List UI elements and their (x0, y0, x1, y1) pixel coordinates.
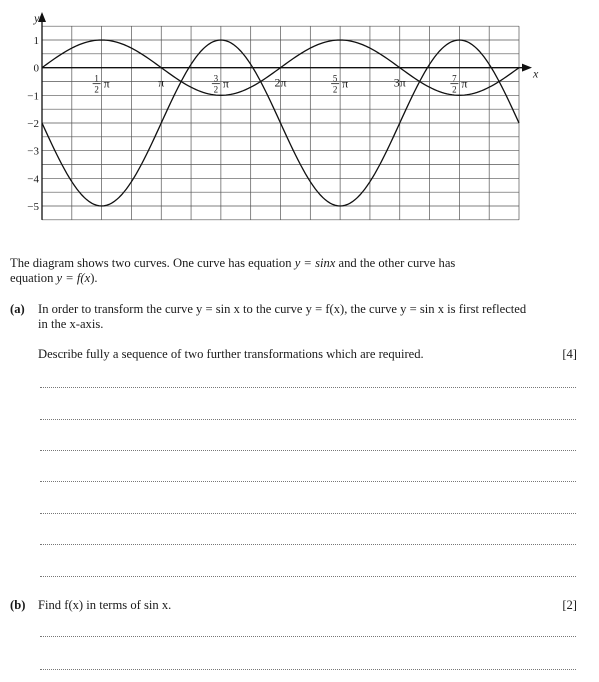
y-tick-label: −1 (27, 90, 39, 103)
x-tick-label-numerator: 5 (332, 73, 338, 84)
y-tick-label: 1 (33, 35, 39, 47)
y-tick-label: 0 (33, 62, 39, 75)
answer-line[interactable] (40, 669, 576, 670)
answer-line[interactable] (40, 544, 576, 545)
x-tick-label: 3π (393, 75, 406, 90)
part-b-label: (b) (10, 598, 26, 612)
y-tick-label: −3 (27, 145, 39, 158)
answer-line[interactable] (40, 576, 576, 577)
y-tick-label: −5 (27, 201, 39, 213)
part-a-text-line-1: In order to transform the curve y = sin x to the curve y = f(x), the curve y = sin x is first reflected (38, 302, 527, 316)
part-a-marks: [4] (562, 347, 577, 361)
axes (38, 12, 532, 220)
part-a-label: (a) (10, 302, 25, 316)
part-a-instruction: Describe fully a sequence of two further transformations which are required. (38, 347, 424, 361)
y-axis-symbol: y (34, 11, 40, 25)
part-a-text-line-2: in the x-axis. (38, 317, 104, 331)
tick-labels (27, 11, 539, 213)
answer-line[interactable] (40, 481, 576, 482)
x-axis-arrow (522, 64, 532, 72)
y-tick-label: −2 (27, 118, 39, 130)
x-tick-label-numerator: 7 (452, 73, 457, 84)
x-axis-symbol: x (533, 66, 539, 81)
intro-line-1: The diagram shows two curves. One curve has equation y = sinx and the other curve has (10, 256, 456, 270)
x-tick-label-denominator: 2 (213, 84, 219, 95)
x-tick-label-pi: π (461, 76, 468, 91)
answer-line[interactable] (40, 513, 576, 514)
x-tick-label-numerator: 1 (94, 73, 99, 84)
x-tick-label-pi: π (222, 76, 229, 91)
graph (0, 0, 599, 230)
x-tick-label-denominator: 2 (94, 84, 99, 95)
x-tick-label-denominator: 2 (332, 84, 338, 95)
answer-line[interactable] (40, 450, 576, 451)
part-b-marks: [2] (562, 598, 577, 612)
x-tick-label: 2π (274, 75, 287, 90)
answer-line[interactable] (40, 387, 576, 388)
x-tick-label-numerator: 3 (213, 73, 219, 84)
x-tick-label-pi: π (103, 76, 110, 91)
answer-line[interactable] (40, 636, 576, 637)
x-tick-label-pi: π (342, 76, 349, 91)
part-b-text: Find f(x) in terms of sin x. (38, 598, 172, 612)
y-tick-label: −4 (27, 173, 39, 186)
answer-line[interactable] (40, 419, 576, 420)
intro-line-2: equation y = f(x). (10, 271, 98, 285)
x-tick-label: π (158, 75, 165, 90)
x-tick-label-denominator: 2 (452, 84, 457, 95)
